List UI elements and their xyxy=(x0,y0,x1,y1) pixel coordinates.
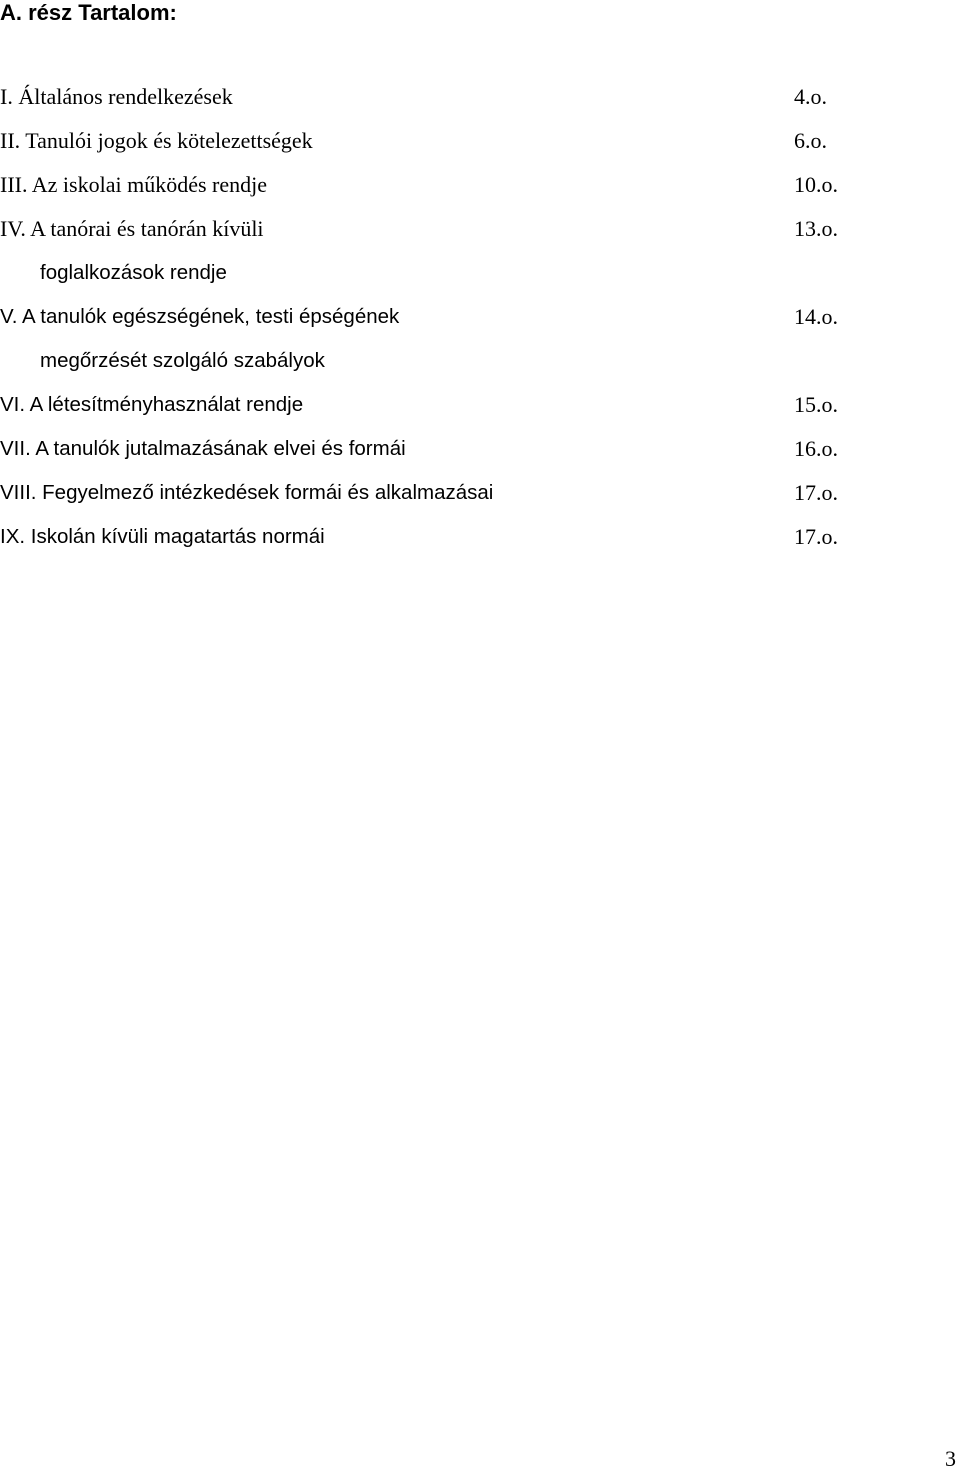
toc-entry-title: IX. Iskolán kívüli magatartás normái xyxy=(0,525,325,548)
toc-entry-page: 15.o. xyxy=(794,392,838,417)
toc-entry-title-continued: megőrzését szolgáló szabályok xyxy=(40,349,325,372)
toc-entry-page: 14.o. xyxy=(794,304,838,329)
toc-entry-i xyxy=(0,84,960,128)
toc-entry-title: IV. A tanórai és tanórán kívüli xyxy=(0,216,264,241)
toc-entry-page: 17.o. xyxy=(794,524,838,549)
toc-entry-page: 17.o. xyxy=(794,480,838,505)
toc-entry-title: VIII. Fegyelmező intézkedések formái és alkalmazásai xyxy=(0,481,494,504)
toc-entry-vii xyxy=(0,436,960,480)
toc-entry-page: 6.o. xyxy=(794,128,827,153)
toc-entry-viii xyxy=(0,480,960,524)
toc-entry-page: 16.o. xyxy=(794,436,838,461)
toc-entry-title: VI. A létesítményhasználat rendje xyxy=(0,393,304,416)
toc-entry-iii xyxy=(0,172,960,216)
toc-entry-title: I. Általános rendelkezések xyxy=(0,84,233,109)
table-of-contents xyxy=(0,84,960,568)
toc-entry-title: III. Az iskolai működés rendje xyxy=(0,172,267,197)
toc-entry-page: 13.o. xyxy=(794,216,838,241)
toc-entry-page: 4.o. xyxy=(794,84,827,109)
toc-heading: A. rész Tartalom: xyxy=(0,0,177,25)
toc-entry-vi xyxy=(0,392,960,436)
toc-entry-title-continued: foglalkozások rendje xyxy=(40,261,227,284)
toc-entry-v-continued xyxy=(0,348,960,392)
toc-entry-iv xyxy=(0,216,960,260)
toc-entry-ii xyxy=(0,128,960,172)
toc-entry-title: V. A tanulók egészségének, testi épségének xyxy=(0,305,400,328)
toc-entry-page: 10.o. xyxy=(794,172,838,197)
toc-entry-ix xyxy=(0,524,960,568)
page-number: 3 xyxy=(945,1446,956,1471)
toc-entry-iv-continued xyxy=(0,260,960,304)
toc-entry-v xyxy=(0,304,960,348)
toc-entry-title: VII. A tanulók jutalmazásának elvei és formái xyxy=(0,437,406,460)
toc-entry-title: II. Tanulói jogok és kötelezettségek xyxy=(0,128,313,153)
